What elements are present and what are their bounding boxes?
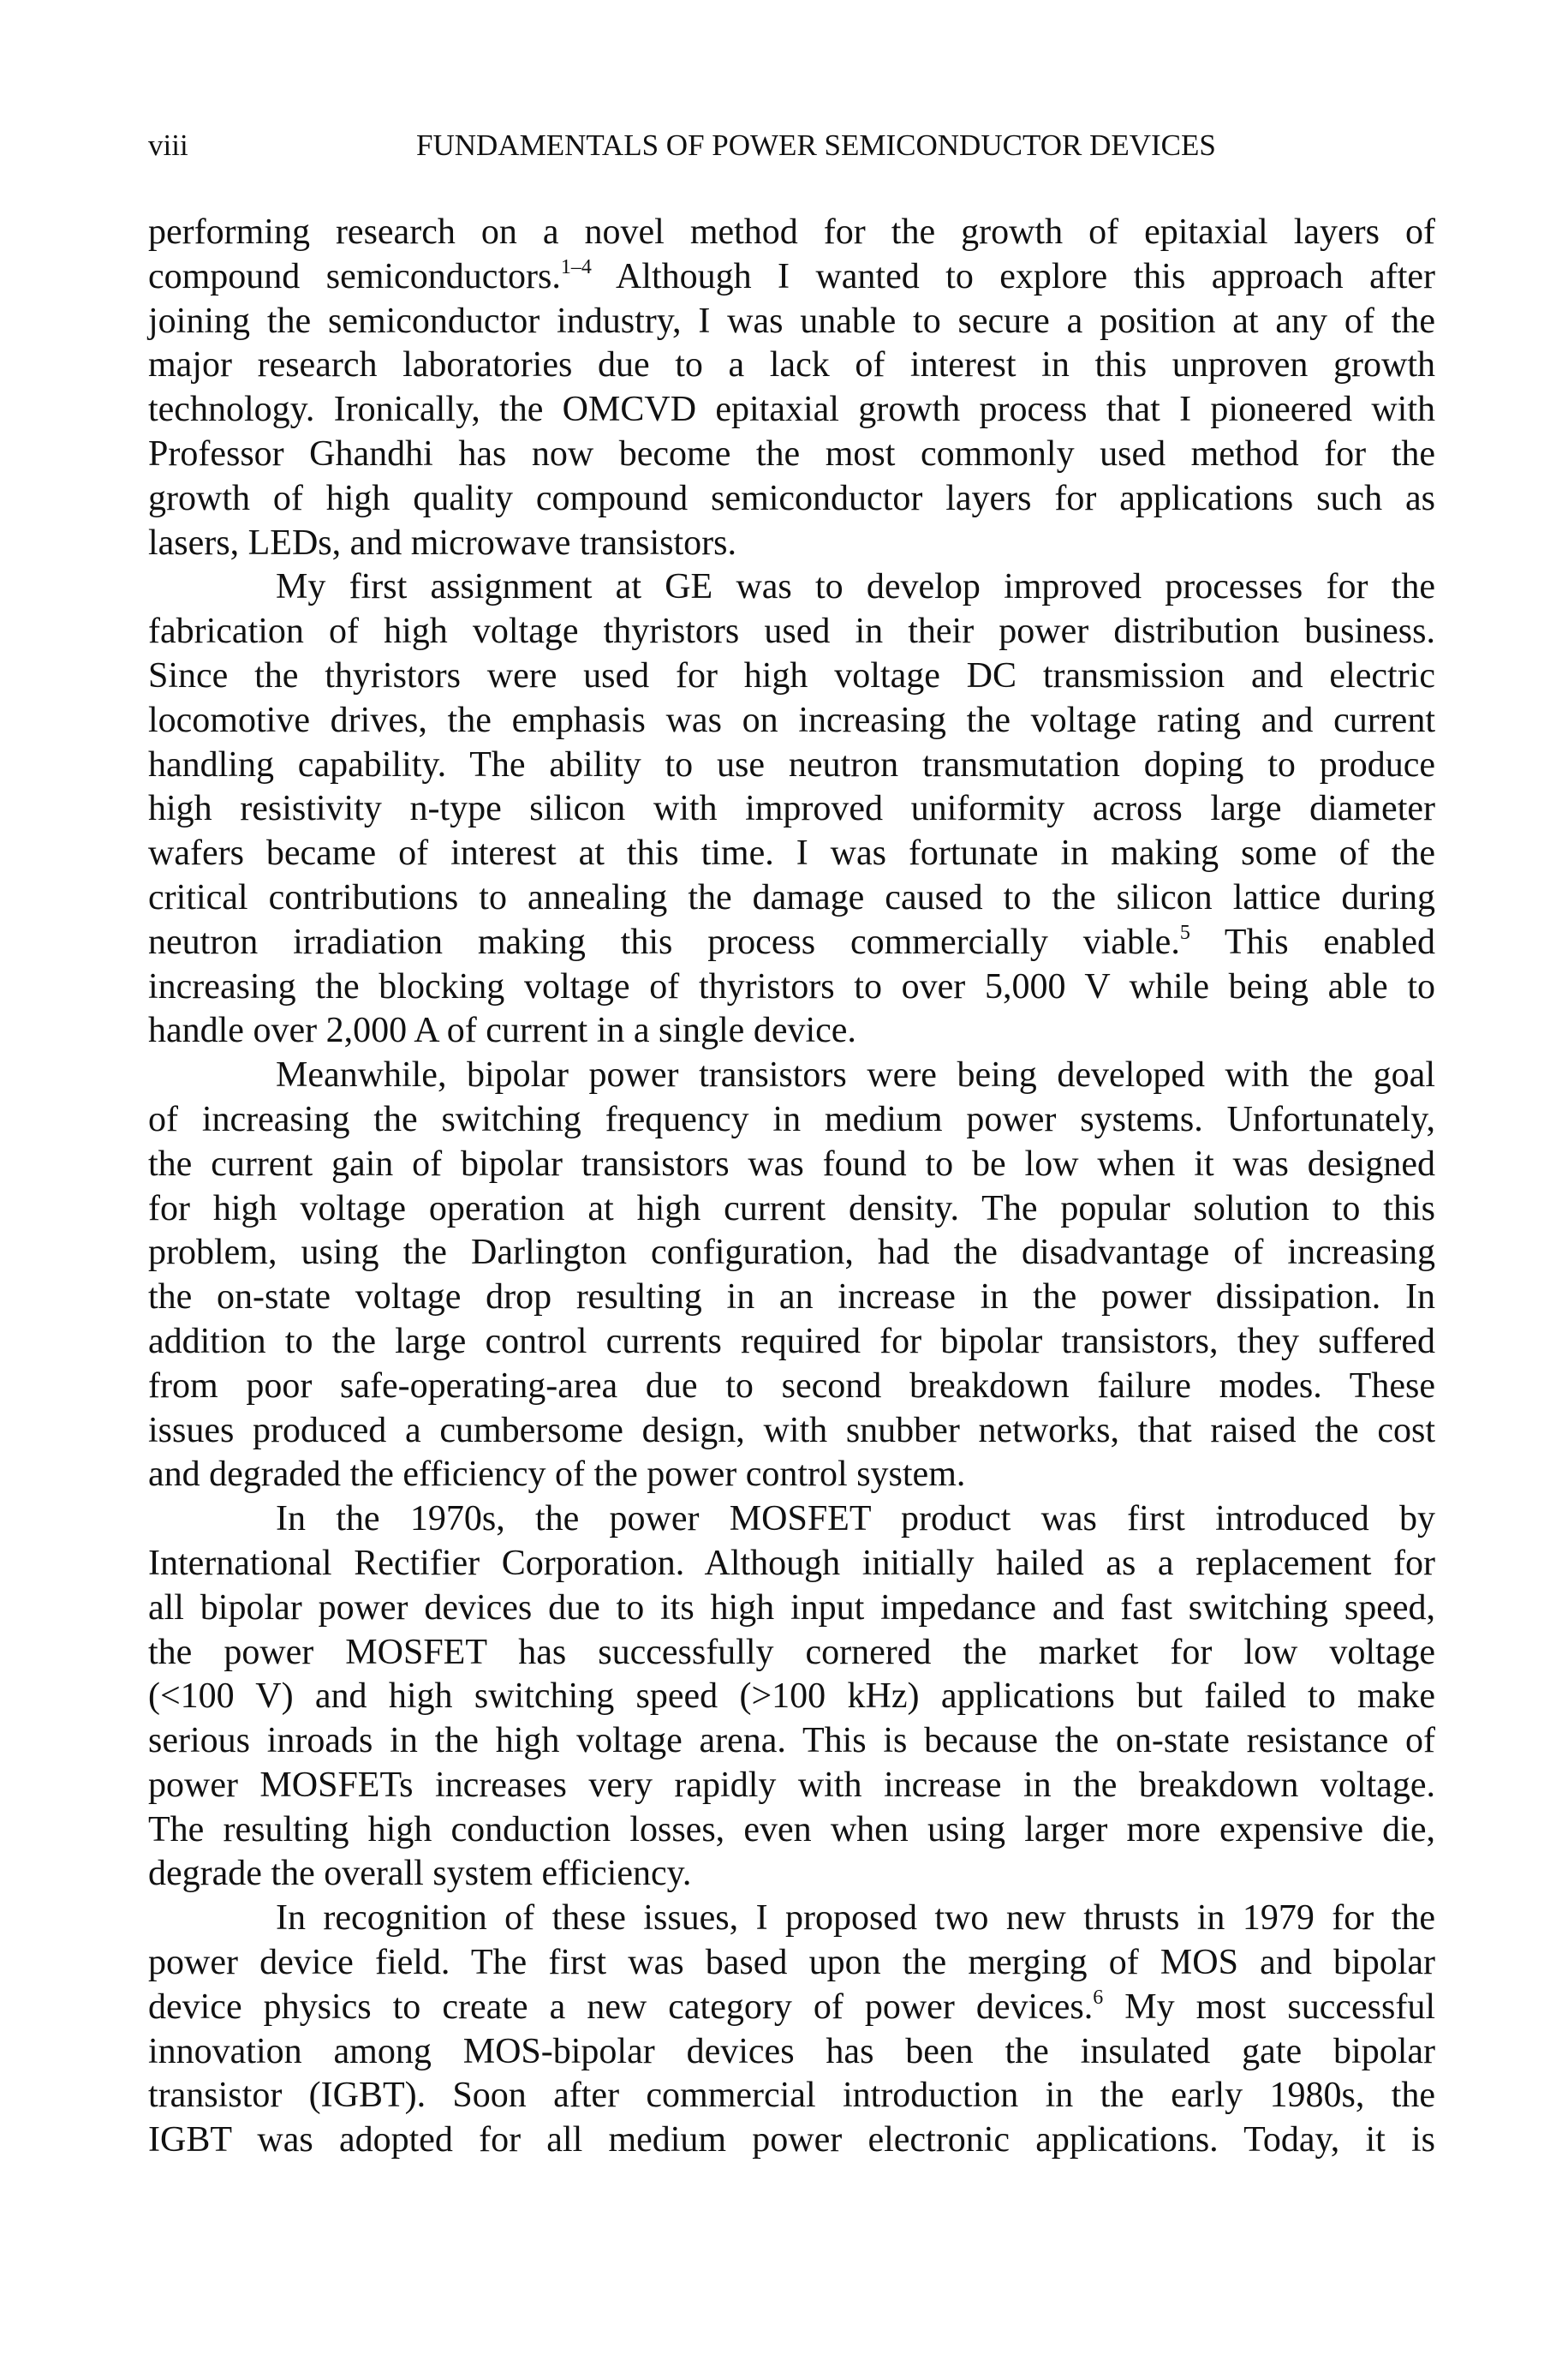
line-text: performing research on a novel method for the growth of epitaxial layers of <box>148 212 1435 252</box>
line-text: In the 1970s, the power MOSFET product was first introduced by <box>276 1499 1435 1539</box>
line-text: serious inroads in the high voltage arena. This is because the on-state resistance of <box>148 1721 1435 1761</box>
text-line <box>148 522 1435 566</box>
line-text: problem, using the Darlington configuration, had the disadvantage of increasing <box>148 1233 1435 1273</box>
text-line <box>148 1764 1435 1808</box>
line-text: growth of high quality compound semiconductor layers for applications such as <box>148 478 1435 518</box>
text-line <box>148 1808 1435 1853</box>
text-line <box>148 1941 1435 1986</box>
text-line <box>148 1497 1435 1542</box>
line-text: My first assignment at GE was to develop improved processes for the <box>276 567 1435 607</box>
text-line <box>148 610 1435 654</box>
line-text: handling capability. The ability to use neutron transmutation doping to produce <box>148 744 1435 785</box>
text-line <box>148 211 1435 255</box>
line-text: technology. Ironically, the OMCVD epitaxial growth process that I pioneered with <box>148 390 1435 430</box>
text-line <box>148 1897 1435 1941</box>
line-text: power MOSFETs increases very rapidly with increase in the breakdown voltage. <box>148 1765 1435 1805</box>
paragraph <box>148 211 1435 565</box>
text-line <box>148 1098 1435 1143</box>
paragraph <box>148 1897 1435 2163</box>
text-line <box>148 1453 1435 1497</box>
text-line <box>148 832 1435 876</box>
line-text: This enabled <box>1189 922 1435 962</box>
text-line <box>148 2118 1435 2163</box>
line-text: The resulting high conduction losses, even when using larger more expensive die, <box>148 1809 1435 1849</box>
paragraph <box>148 1054 1435 1497</box>
text-line <box>148 1986 1435 2030</box>
line-text: critical contributions to annealing the damage caused to the silicon lattice during <box>148 877 1435 917</box>
line-text: all bipolar power devices due to its high input impedance and fast switching speed, <box>148 1587 1435 1628</box>
line-text: In recognition of these issues, I proposed two new thrusts in 1979 for the <box>276 1898 1435 1939</box>
line-text: Meanwhile, bipolar power transistors were being developed with the goal <box>276 1055 1435 1096</box>
text-line <box>148 876 1435 921</box>
line-text: device physics to create a new category of power devices. <box>148 1987 1094 2027</box>
paragraph <box>148 565 1435 1054</box>
text-line <box>148 744 1435 788</box>
text-line <box>148 654 1435 699</box>
text-line <box>148 344 1435 388</box>
text-line <box>148 1852 1435 1897</box>
line-text: lasers, LEDs, and microwave transistors. <box>148 523 736 563</box>
line-text: addition to the large control currents required for bipolar transistors, they suffered <box>148 1321 1435 1361</box>
line-text: from poor safe-operating-area due to second breakdown failure modes. These <box>148 1365 1435 1406</box>
line-text: My most successful <box>1103 1987 1435 2027</box>
line-text: IGBT was adopted for all medium power electronic applications. Today, it is <box>148 2120 1435 2160</box>
text-line <box>148 477 1435 522</box>
body-text <box>148 211 1435 2163</box>
text-line <box>148 1365 1435 1409</box>
text-line <box>148 1009 1435 1054</box>
line-text: handle over 2,000 A of current in a single device. <box>148 1011 856 1051</box>
line-text: and degraded the efficiency of the power control system. <box>148 1455 966 1495</box>
text-line <box>148 300 1435 344</box>
text-line <box>148 1631 1435 1676</box>
line-text: fabrication of high voltage thyristors used in their power distribution business. <box>148 612 1435 652</box>
text-line <box>148 1409 1435 1454</box>
text-line <box>148 1542 1435 1586</box>
line-text: issues produced a cumbersome design, with snubber networks, that raised the cost <box>148 1410 1435 1450</box>
text-line <box>148 2074 1435 2118</box>
text-line <box>148 1276 1435 1320</box>
line-text: Since the thyristors were used for high voltage DC transmission and electric <box>148 655 1435 696</box>
line-text: joining the semiconductor industry, I was unable to secure a position at any of the <box>148 301 1435 341</box>
line-text: the on-state voltage drop resulting in an increase in the power dissipation. In <box>148 1277 1435 1317</box>
line-text: transistor (IGBT). Soon after commercial introduction in the early 1980s, the <box>148 2076 1435 2116</box>
text-line <box>148 255 1435 300</box>
text-line <box>148 1054 1435 1098</box>
text-line <box>148 565 1435 610</box>
text-line <box>148 1231 1435 1276</box>
running-title: FUNDAMENTALS OF POWER SEMICONDUCTOR DEVICES <box>416 128 1216 162</box>
text-line <box>148 699 1435 744</box>
line-text: International Rectifier Corporation. Although initially hailed as a replacement for <box>148 1543 1435 1583</box>
text-line <box>148 2030 1435 2075</box>
paragraph <box>148 1497 1435 1897</box>
text-line <box>148 433 1435 477</box>
page-number: viii <box>148 128 188 162</box>
line-text: of increasing the switching frequency in medium power systems. Unfortunately, <box>148 1099 1435 1139</box>
line-text: innovation among MOS-bipolar devices has been the insulated gate bipolar <box>148 2031 1435 2071</box>
line-text: (<100 V) and high switching speed (>100 kHz) applications but failed to make <box>148 1676 1435 1717</box>
citation-superscript: 5 <box>1179 921 1190 944</box>
text-line <box>148 1187 1435 1232</box>
line-text: Although I wanted to explore this approach after <box>591 256 1435 296</box>
text-line <box>148 921 1435 965</box>
line-text: for high voltage operation at high current density. The popular solution to this <box>148 1188 1435 1228</box>
line-text: locomotive drives, the emphasis was on increasing the voltage rating and current <box>148 700 1435 740</box>
text-line <box>148 388 1435 433</box>
text-line <box>148 1719 1435 1764</box>
citation-superscript: 6 <box>1093 1986 1104 2009</box>
text-line <box>148 965 1435 1010</box>
text-line <box>148 1143 1435 1187</box>
line-text: wafers became of interest at this time. I was fortunate in making some of the <box>148 833 1435 874</box>
text-line <box>148 1675 1435 1719</box>
line-text: increasing the blocking voltage of thyristors to over 5,000 V while being able to <box>148 966 1435 1007</box>
line-text: neutron irradiation making this process commercially viable. <box>148 922 1180 962</box>
text-line <box>148 1586 1435 1631</box>
line-text: major research laboratories due to a lack of interest in this unproven growth <box>148 345 1435 385</box>
citation-superscript: 1–4 <box>560 255 592 278</box>
line-text: high resistivity n-type silicon with improved uniformity across large diameter <box>148 789 1435 829</box>
line-text: the current gain of bipolar transistors was found to be low when it was designed <box>148 1144 1435 1184</box>
line-text: power device field. The first was based upon the merging of MOS and bipolar <box>148 1943 1435 1983</box>
text-line <box>148 1320 1435 1365</box>
line-text: the power MOSFET has successfully cornered the market for low voltage <box>148 1632 1435 1672</box>
line-text: Professor Ghandhi has now become the most commonly used method for the <box>148 433 1435 474</box>
line-text: degrade the overall system efficiency. <box>148 1854 692 1894</box>
text-line <box>148 787 1435 832</box>
line-text: compound semiconductors. <box>148 256 561 296</box>
